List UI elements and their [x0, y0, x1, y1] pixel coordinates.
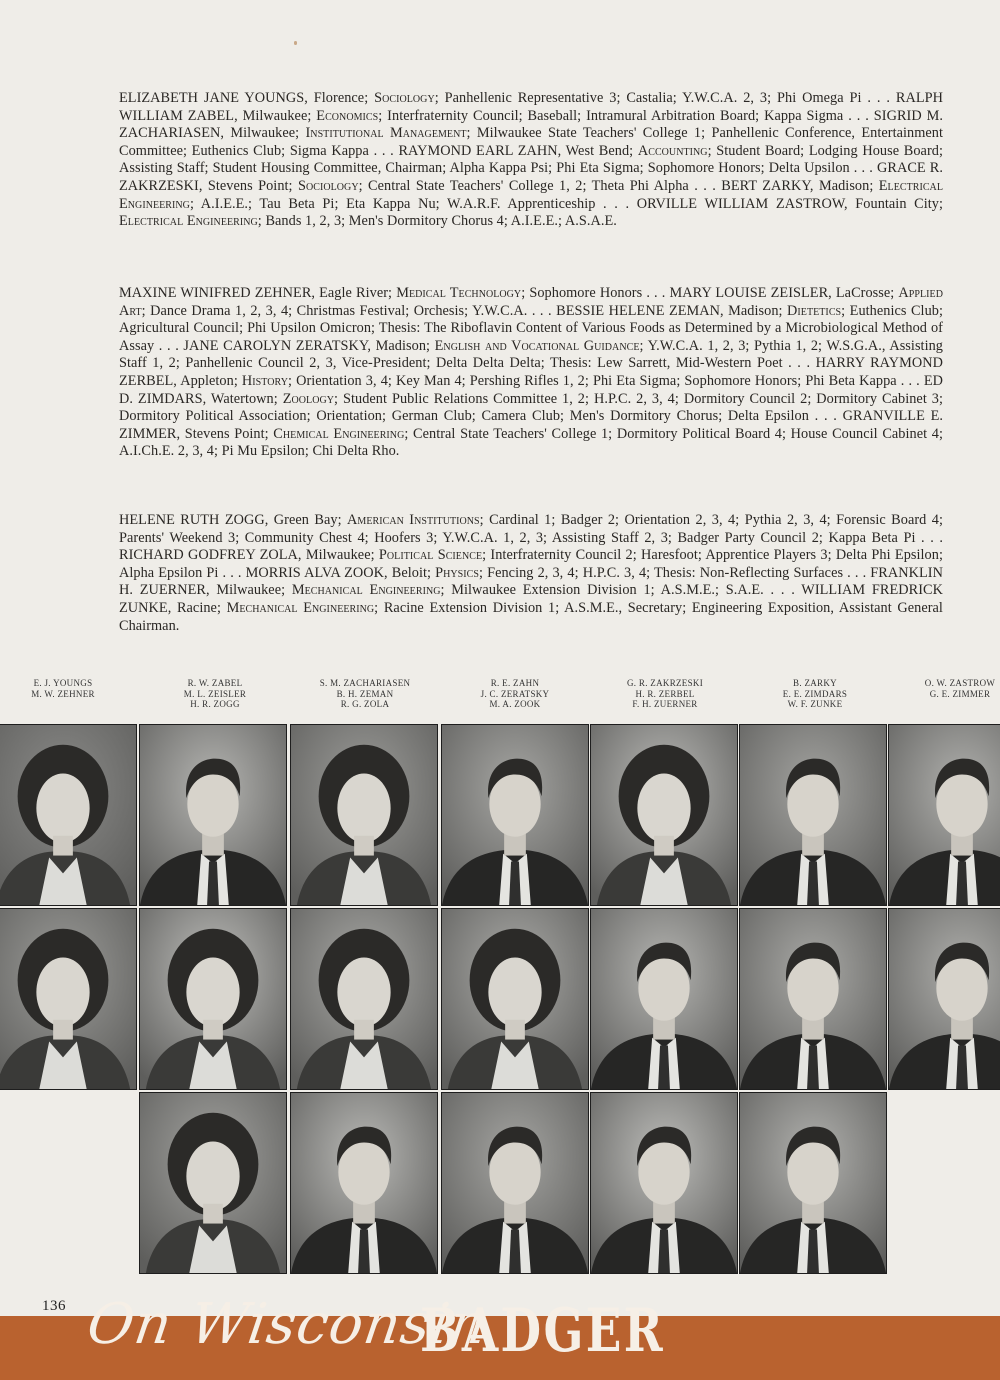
portrait-photo	[0, 908, 137, 1090]
caption-name: J. C. ZERATSKY	[480, 688, 550, 699]
field-of-study: History	[241, 372, 288, 389]
caption-name: S. M. ZACHARIASEN	[319, 678, 411, 688]
field-of-study: Zoology	[282, 390, 335, 407]
field-of-study: Chemical Engineering	[273, 425, 405, 442]
caption-name: G. E. ZIMMER	[929, 688, 991, 699]
field-of-study: Medical Technology	[396, 285, 522, 301]
field-of-study: American Institutions	[347, 512, 480, 528]
caption-column-2	[140, 678, 290, 710]
field-of-study: English and Vocational Guidance	[434, 337, 640, 354]
biography-paragraph-3: HELENE RUTH ZOGG, Green Bay; American Institutions; Cardinal 1; Badger 2; Orientation 2, 3, 4; Pythia 2, 3, 4; Forensic Board 4; Parents' Weekend 3; Community Chest 4; Hoofers 3; Y.W.C.A. 1, 2, 3; Assisting Staff 2, 3; Badger Party Council 2; Kappa Beta Pi . . . RICHARD GODFREY ZOLA, Milwaukee; Political Science; Interfraternity Council 2; Haresfoot; Apprentice Players 3; Delta Phi Epsilon; Alpha Epsilon Pi . . . MORRIS ALVA ZOOK, Beloit; Physics; Fencing 2, 3, 4; H.P.C. 3, 4; Thesis: Non-Reflecting Surfaces . . . FRANKLIN H. ZUERNER, Milwaukee; Mechanical Engineering; Milwaukee Extension Division 1; A.S.M.E.; S.A.E. . . . WILLIAM FREDRICK ZUNKE, Racine; Mechanical Engineering; Racine Extension Division 1; A.S.M.E., Secretary; Engineering Exposition, Assistant General Chairman.	[119, 512, 943, 634]
field-of-study: Physics	[435, 564, 479, 581]
field-of-study: Electrical Engineering	[119, 213, 258, 230]
caption-name: R. G. ZOLA	[340, 699, 390, 709]
portrait-photo	[888, 724, 1000, 906]
caption-name: M. L. ZEISLER	[183, 688, 247, 699]
page-number: 136	[42, 1298, 66, 1314]
portrait-photo	[290, 1092, 438, 1274]
field-of-study: Accounting	[637, 142, 708, 159]
banner-badger-text: BADGER	[420, 1296, 666, 1366]
caption-column-1	[0, 678, 138, 699]
caption-name: R. W. ZABEL	[187, 678, 243, 688]
portrait-photo	[590, 908, 738, 1090]
caption-name: O. W. ZASTROW	[924, 678, 996, 688]
field-of-study: Political Science	[378, 547, 483, 564]
portrait-photo	[590, 724, 738, 906]
caption-name: M. A. ZOOK	[489, 699, 541, 709]
caption-name: H. R. ZERBEL	[635, 688, 695, 699]
field-of-study: Sociology	[374, 90, 435, 106]
caption-name: W. F. ZUNKE	[787, 699, 843, 709]
field-of-study: Mechanical Engineering	[291, 582, 441, 599]
caption-name: B. H. ZEMAN	[336, 688, 394, 699]
caption-column-3	[290, 678, 440, 710]
caption-column-7	[885, 678, 1000, 699]
field-of-study: Dietetics	[787, 302, 842, 319]
biography-paragraph-1: ELIZABETH JANE YOUNGS, Florence; Sociology; Panhellenic Representative 3; Castalia; Y.W.C.A. 2, 3; Phi Omega Pi . . . RALPH WILLIAM ZABEL, Milwaukee; Economics; Interfraternity Council; Baseball; Intramural Arbitration Board; Kappa Sigma . . . SIGRID M. ZACHARIASEN, Milwaukee; Institutional Management; Milwaukee State Teachers' College 1; Panhellenic Conference, Entertainment Committee; Euthenics Club; Sigma Kappa . . . RAYMOND EARL ZAHN, West Bend; Accounting; Student Board; Lodging House Board; Assisting Staff; Student Housing Committee, Chairman; Alpha Kappa Psi; Phi Eta Sigma; Sophomore Honors; Delta Upsilon . . . GRACE R. ZAKRZESKI, Stevens Point; Sociology; Central State Teachers' College 1, 2; Theta Phi Alpha . . . BERT ZARKY, Madison; Electrical Engineering; A.I.E.E.; Tau Beta Pi; Eta Kappa Nu; W.A.R.F. Apprenticeship . . . ORVILLE WILLIAM ZASTROW, Fountain City; Electrical Engineering; Bands 1, 2, 3; Men's Dormitory Chorus 4; A.I.E.E.; A.S.A.E.	[119, 90, 944, 230]
portrait-photo	[290, 908, 438, 1090]
portrait-photo	[441, 908, 589, 1090]
field-of-study: Electrical Engineering	[119, 177, 943, 212]
field-of-study: Applied Art	[119, 285, 943, 319]
field-of-study: Institutional Management	[305, 125, 467, 142]
ink-speck	[294, 41, 297, 45]
portrait-photo	[139, 908, 287, 1090]
biography-paragraph-2: MAXINE WINIFRED ZEHNER, Eagle River; Medical Technology; Sophomore Honors . . . MARY LOUISE ZEISLER, LaCrosse; Applied Art; Dance Drama 1, 2, 3, 4; Christmas Festival; Orchesis; Y.W.C.A. . . . BESSIE HELENE ZEMAN, Madison; Dietetics; Euthenics Club; Agricultural Council; Phi Upsilon Omicron; Thesis: The Riboflavin Content of Various Foods as Determined by a Microbiological Method of Assay . . . JANE CAROLYN ZERATSKY, Madison; English and Vocational Guidance; Y.W.C.A. 1, 2, 3; Pythia 1, 2; W.S.G.A., Assisting Staff 1, 2; Panhellenic Council 2, 3, Vice-President; Delta Delta Delta; Thesis: Lew Sarrett, Mid-Western Poet . . . HARRY RAYMOND ZERBEL, Appleton; History; Orientation 3, 4; Key Man 4; Pershing Rifles 1, 2; Phi Eta Sigma; Sophomore Honors; Phi Beta Kappa . . . ED D. ZIMDARS, Watertown; Zoology; Student Public Relations Committee 1, 2; H.P.C. 2, 3, 4; Dormitory Council 2; Dormitory Cabinet 3; Dormitory Political Association; Orientation; German Club; Camera Club; Men's Dormitory Chorus; Delta Epsilon . . . GRANVILLE E. ZIMMER, Stevens Point; Chemical Engineering; Central State Teachers' College 1; Dormitory Political Board 4; House Council Cabinet 4; A.I.Ch.E. 2, 3, 4; Pi Mu Epsilon; Chi Delta Rho.	[119, 285, 943, 460]
field-of-study: Mechanical Engineering	[226, 599, 375, 616]
caption-name: E. E. ZIMDARS	[782, 688, 848, 699]
caption-name: B. ZARKY	[793, 678, 837, 688]
portrait-photo	[290, 724, 438, 906]
portrait-photo	[0, 724, 137, 906]
portrait-photo	[739, 724, 887, 906]
caption-name: H. R. ZOGG	[190, 699, 240, 709]
portrait-photo	[441, 1092, 589, 1274]
field-of-study: Sociology	[297, 177, 359, 194]
caption-name: F. H. ZUERNER	[632, 699, 698, 709]
caption-column-4	[440, 678, 590, 710]
portrait-photo	[590, 1092, 738, 1274]
field-of-study: Economics	[316, 107, 379, 124]
portrait-photo	[739, 908, 887, 1090]
caption-name: G. R. ZAKRZESKI	[627, 678, 703, 688]
portrait-photo	[739, 1092, 887, 1274]
portrait-photo	[888, 908, 1000, 1090]
banner-script-text: On Wisconsin	[83, 1292, 492, 1357]
portrait-photo	[139, 1092, 287, 1274]
caption-name: R. E. ZAHN	[490, 678, 540, 688]
caption-column-6	[740, 678, 890, 710]
caption-name: M. W. ZEHNER	[31, 688, 95, 699]
portrait-photo	[441, 724, 589, 906]
caption-column-5	[590, 678, 740, 710]
portrait-photo	[139, 724, 287, 906]
caption-name: E. J. YOUNGS	[33, 678, 93, 688]
